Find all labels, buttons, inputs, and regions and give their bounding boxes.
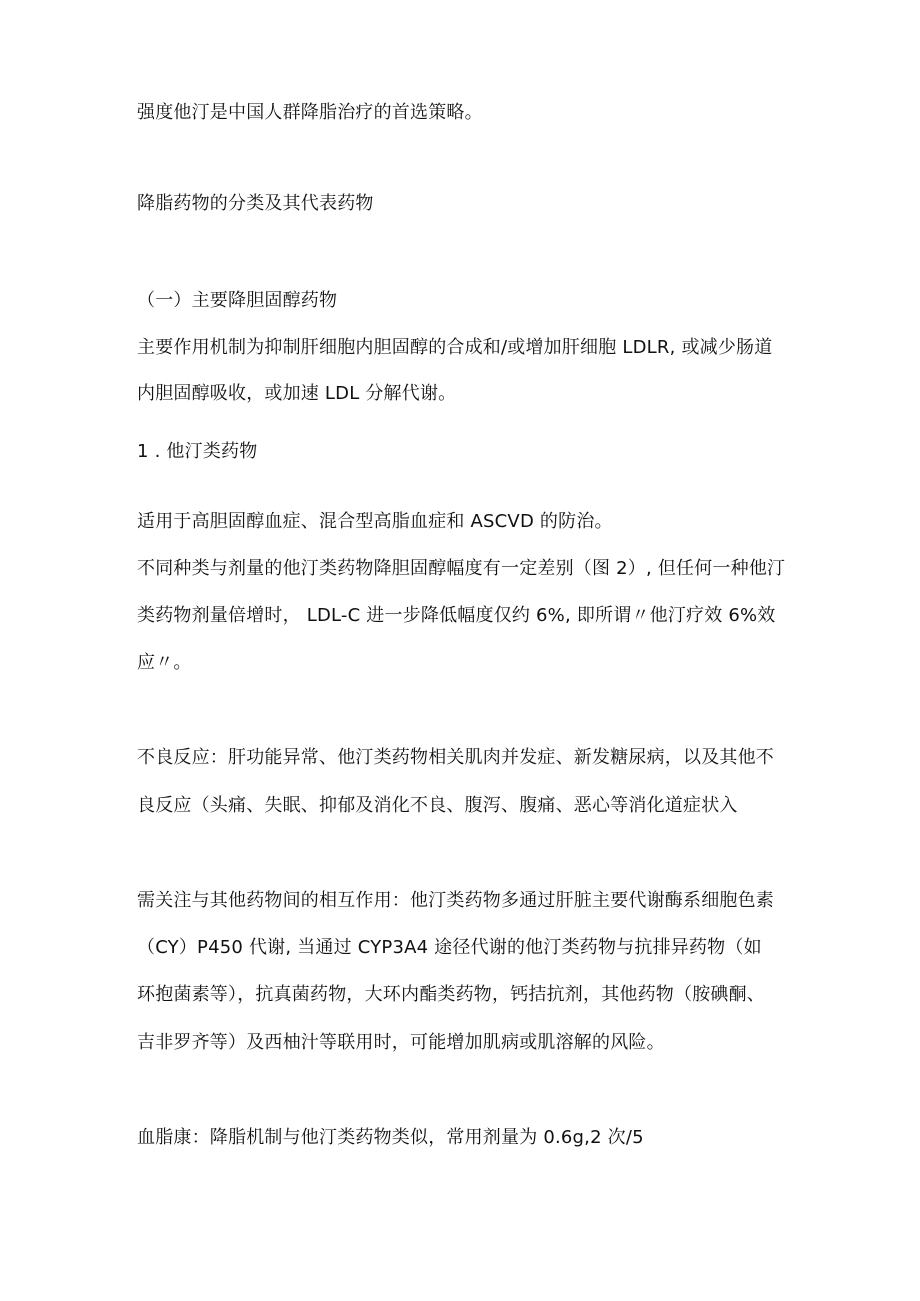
subsection-heading: （一）主要降胆固醇药物: [137, 290, 338, 311]
text-line: 不同种类与剂量的他汀类药物降胆固醇幅度有一定差别（图 2）, 但任何一种他汀: [137, 558, 786, 579]
text-line: 主要作用机制为抑制肝细胞内胆固醇的合成和/或增加肝细胞 LDLR, 或减少肠道: [137, 337, 773, 358]
item-heading: 1 . 他汀类药物: [137, 441, 258, 462]
text-line: 不良反应：肝功能异常、他汀类药物相关肌肉并发症、新发糖尿病，以及其他不: [137, 747, 774, 768]
text-line: 良反应（头痛、失眠、抑郁及消化不良、腹泻、腹痛、恶心等消化道症状入: [137, 795, 738, 816]
text-line: 环抱菌素等），抗真菌药物，大环内酯类药物，钙拮抗剂，其他药物（胺碘酮、: [137, 984, 765, 1005]
section-heading: 降脂药物的分类及其代表药物: [137, 193, 374, 214]
text-line: 吉非罗齐等）及西柚汁等联用时，可能增加肌病或肌溶解的风险。: [137, 1032, 665, 1053]
text-line: 血脂康：降脂机制与他汀类药物类似，常用剂量为 0.6g,2 次/5: [137, 1127, 644, 1148]
text-line: 应〃。: [137, 652, 192, 673]
text-line: 内胆固醇吸收，或加速 LDL 分解代谢。: [137, 383, 457, 404]
text-line: （CY）P450 代谢, 当通过 CYP3A4 途径代谢的他汀类药物与抗排异药物（如: [137, 937, 762, 958]
text-line: 需关注与其他药物间的相互作用：他汀类药物多通过肝脏主要代谢酶系细胞色素: [137, 890, 774, 911]
text-line: 强度他汀是中国人群降脂治疗的首选策略。: [137, 102, 483, 123]
text-line: 适用于高胆固醇血症、混合型高脂血症和 ASCVD 的防治。: [137, 511, 613, 532]
text-line: 类药物剂量倍增时， LDL-C 进一步降低幅度仅约 6%, 即所谓〃他汀疗效 6%效: [137, 605, 776, 626]
